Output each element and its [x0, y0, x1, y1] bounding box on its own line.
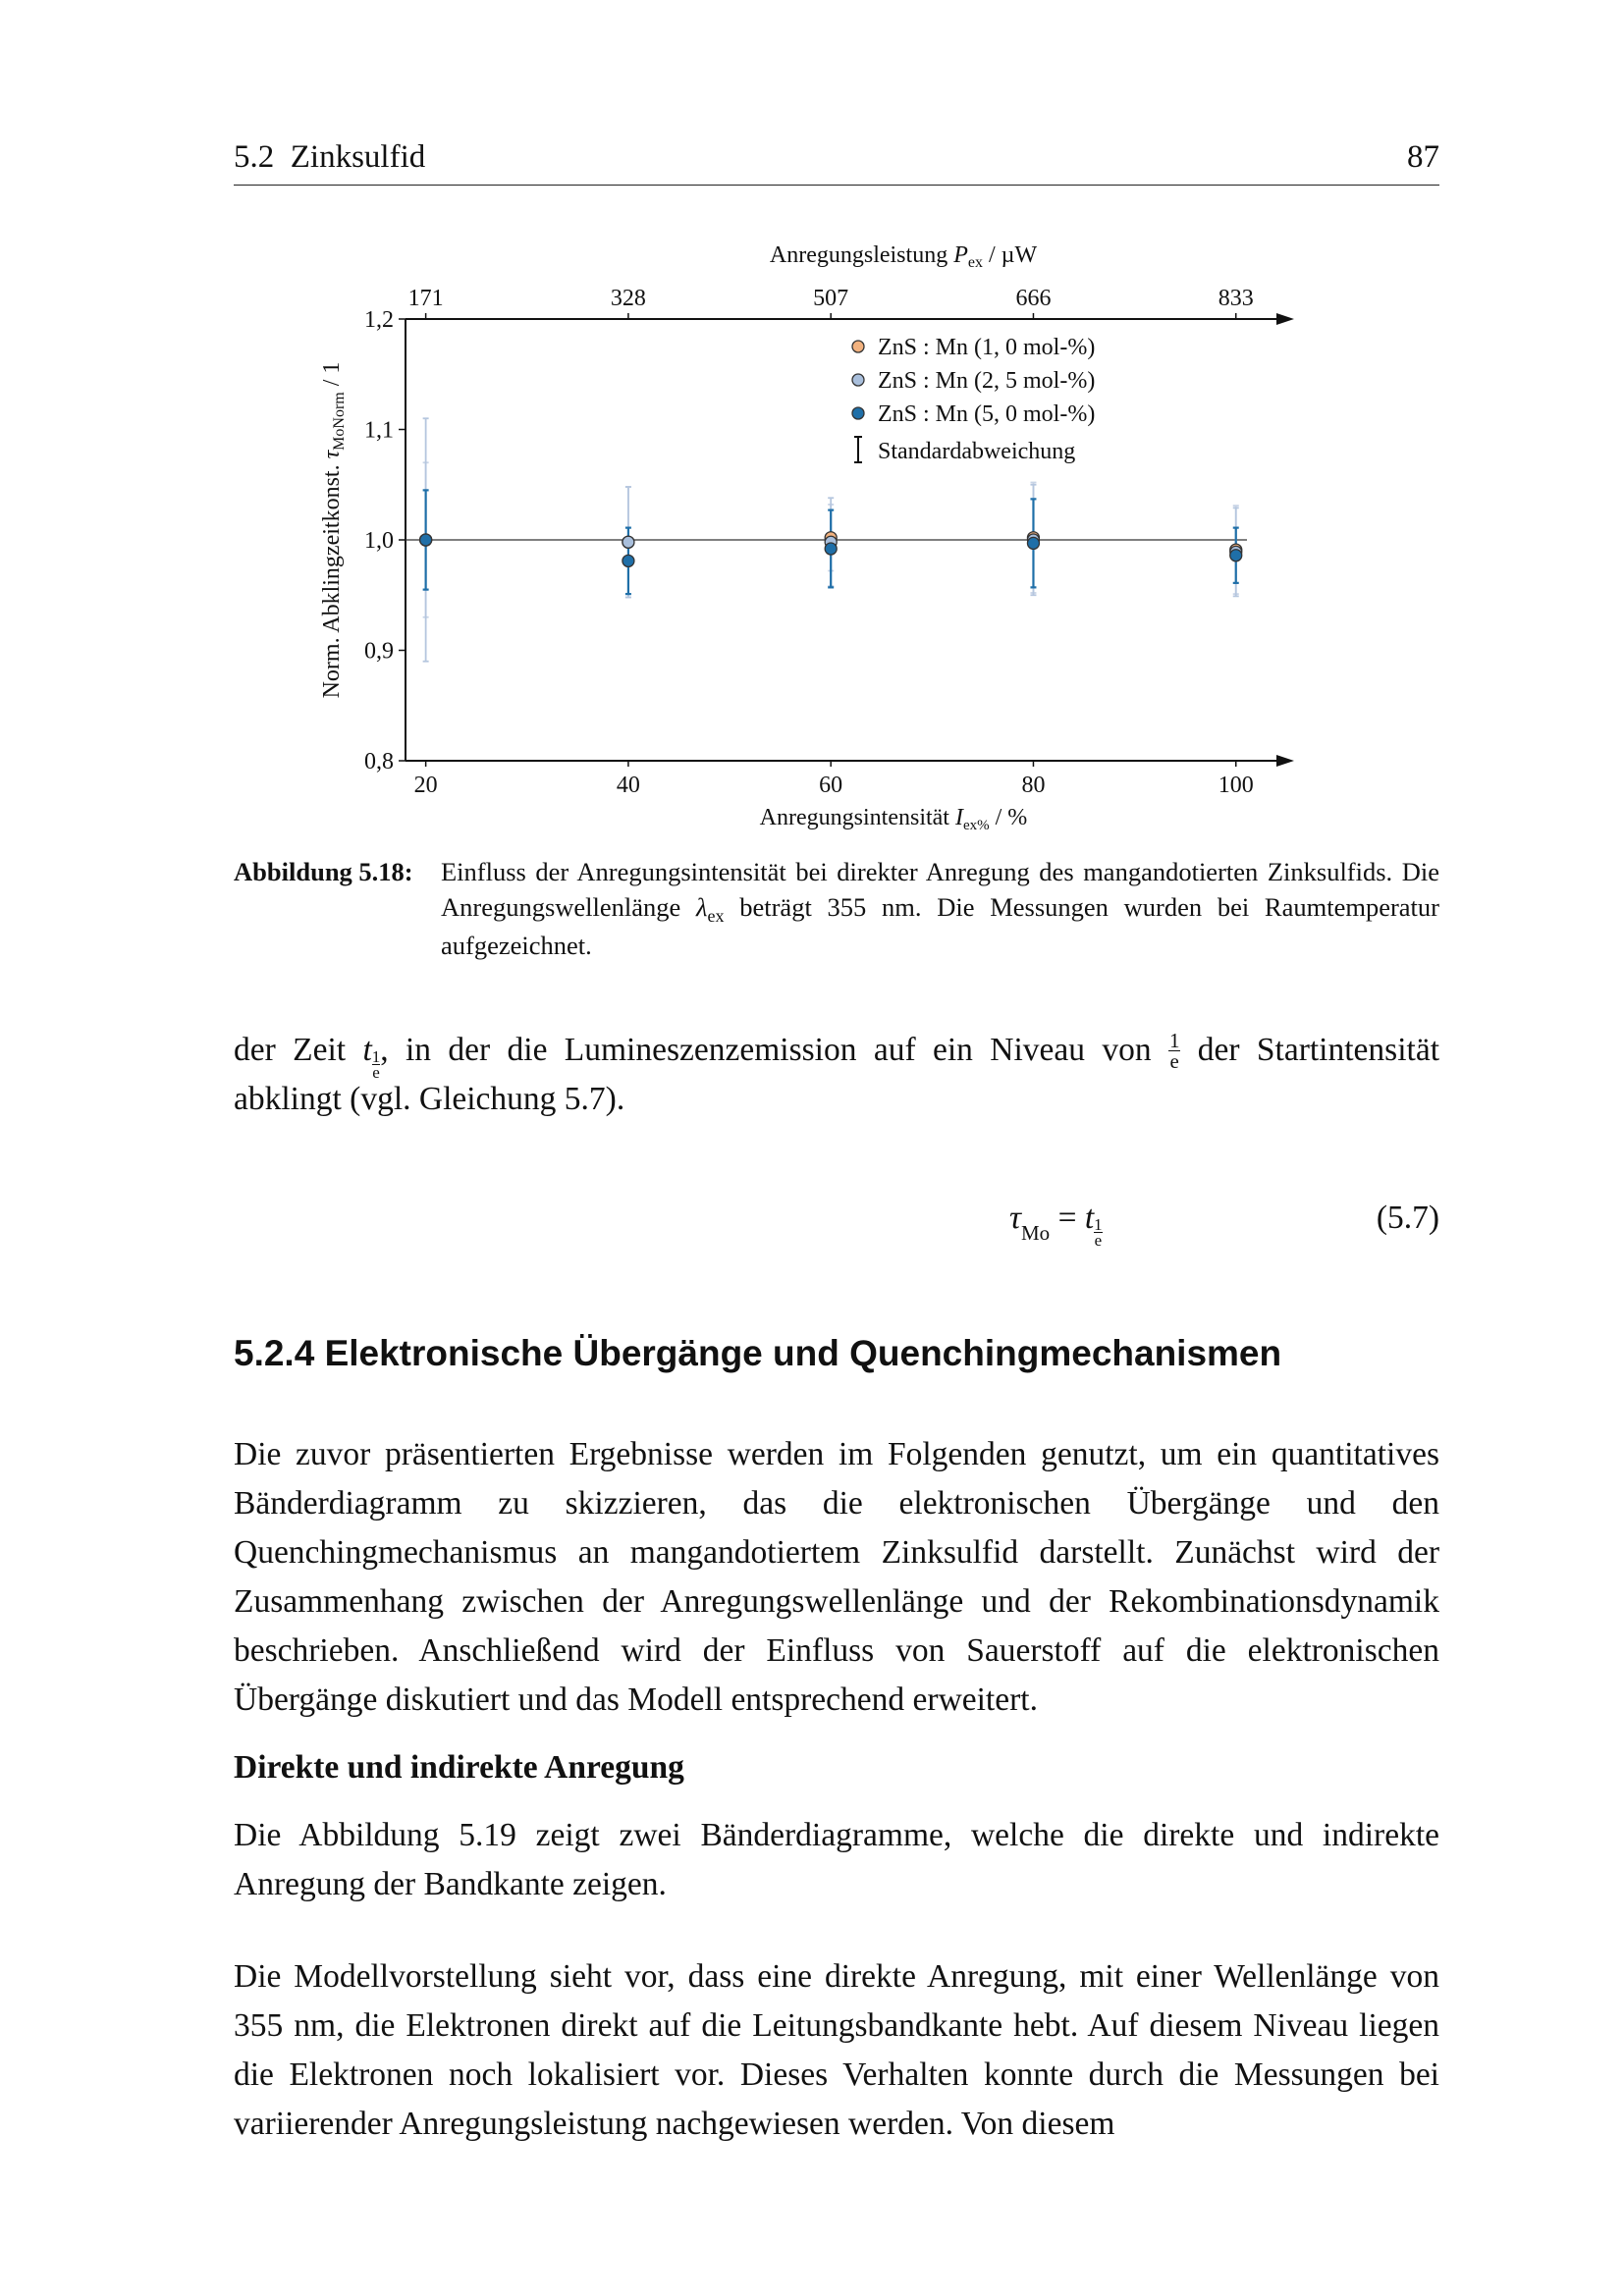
- y-tick-label-1: 0,9: [364, 638, 394, 665]
- page-number: 87: [1407, 139, 1439, 175]
- top-tick-label-4: 833: [1218, 286, 1254, 311]
- paragraph-intro: Die zuvor präsentierten Ergebnisse werden im Folgenden genutzt, um ein quantitatives Bänderdiagramm zu skizzieren, das die elektronischen Übergänge und den Quenchingmechanismus an mangandotiertem Zinksulfid darstellt. Zunächst wird der Zusammenhang zwischen der Anregungswellenlänge und der Rekombinationsdynamik beschrieben. Anschließend wird der Einfluss von Sauerstoff auf die elektronischen Übergänge diskutiert und das Modell entsprechend erweitert.: [234, 1436, 1439, 1718]
- y-tick-label-3: 1,1: [364, 417, 394, 444]
- figure-caption: [234, 854, 1439, 963]
- paragraph-model: Die Modellvorstellung sieht vor, dass eine direkte Anregung, mit einer Wellenlänge von 355 nm, die Elektronen direkt auf die Leitungsbandkante hebt. Auf diesem Niveau liegen die Elektronen noch lokalisiert vor. Dieses Verhalten konnte durch die Messungen bei variierender Anregungsleistung nachgewiesen werden. Von diesem: [234, 1958, 1439, 2142]
- data-point-s3-p1: [420, 534, 432, 546]
- equation-number: (5.7): [1376, 1200, 1439, 1236]
- y-axis-ticks: [364, 307, 406, 774]
- legend-label-3: ZnS : Mn (5, 0 mol-%): [878, 401, 1096, 427]
- x-tick-label-1: 40: [616, 773, 640, 798]
- y-axis-label: Norm. Abklingzeitkonst. $\tau_{MoNorm} / 1$: [319, 361, 348, 699]
- x-tick-label-2: 60: [819, 773, 843, 798]
- top-tick-label-3: 666: [1015, 286, 1052, 311]
- x-axis-arrow: [1276, 755, 1294, 767]
- legend-marker-3: [852, 407, 864, 419]
- paragraph-time-definition: der Zeit t $\frac{1}{e}$, in der die Lumineszenzemission auf ein Niveau von $\frac{1}{e}$ der Startintensität abklingt (vgl. Gleichung 5.7).: [234, 1028, 1439, 1117]
- legend-label-stddev: Standardabweichung: [878, 439, 1076, 464]
- caption-label: Abbildung 5.18:: [234, 857, 413, 886]
- top-axis-label: Anregungsleistung $P_{ex}$ / µW: [769, 242, 1038, 271]
- top-tick-label-1: 328: [610, 286, 646, 311]
- paragraph-figure-ref: Die Abbildung 5.19 zeigt zwei Bänderdiagramme, welche die direkte und indirekte Anregung der Bandkante zeigen.: [234, 1817, 1439, 1902]
- legend-marker-1: [852, 341, 864, 352]
- legend-label-2: ZnS : Mn (2, 5 mol-%): [878, 368, 1096, 394]
- top-tick-label-0: 171: [407, 286, 444, 311]
- legend-marker-2: [852, 374, 864, 386]
- legend: [852, 335, 1095, 464]
- x-tick-label-0: 20: [413, 773, 438, 798]
- x-axis-ticks: [414, 761, 1254, 798]
- equation-body: $\tau_{Mo} = t$ $\frac{1}{e}$: [1009, 1200, 1103, 1250]
- bottom-axis-label: Anregungsintensität $I_{ex\%}$ / %: [759, 805, 1028, 833]
- section-title: 5.2 Zinksulfid: [234, 139, 426, 175]
- top-tick-label-2: 507: [813, 286, 849, 311]
- figure-5-18-chart: [295, 231, 1326, 839]
- y-tick-label-4: 1,2: [364, 307, 394, 333]
- section-heading: 5.2.4 Elektronische Übergänge und Quenchingmechanismen: [234, 1333, 1282, 1373]
- data-point-s2-p2: [623, 536, 634, 548]
- x-tick-label-4: 100: [1218, 773, 1254, 798]
- data-point-s3-p2: [623, 555, 634, 566]
- y-tick-label-0: 0,8: [364, 749, 394, 774]
- x-tick-label-3: 80: [1021, 773, 1046, 798]
- subsection-heading: Direkte und indirekte Anregung: [234, 1749, 684, 1786]
- top-axis-arrow: [1276, 313, 1294, 325]
- data-point-s3-p5: [1230, 550, 1242, 561]
- data-point-s3-p3: [825, 543, 837, 555]
- legend-errorbar-symbol: [854, 437, 862, 462]
- running-header: [234, 139, 1439, 186]
- y-tick-label-2: 1,0: [364, 528, 394, 554]
- caption-text: Einfluss der Anregungsintensität bei direkter Anregung des mangandotierten Zinksulfids. Die Anregungswellenlänge $\lambda_{ex}$ beträgt 355 nm. Die Messungen wurden bei Raumtemperatur aufgezeichnet.: [441, 857, 1439, 960]
- top-axis-ticks: [408, 286, 1254, 319]
- data-point-s3-p4: [1027, 537, 1039, 549]
- legend-label-1: ZnS : Mn (1, 0 mol-%): [878, 335, 1096, 360]
- equation-5-7: [234, 1200, 1439, 1258]
